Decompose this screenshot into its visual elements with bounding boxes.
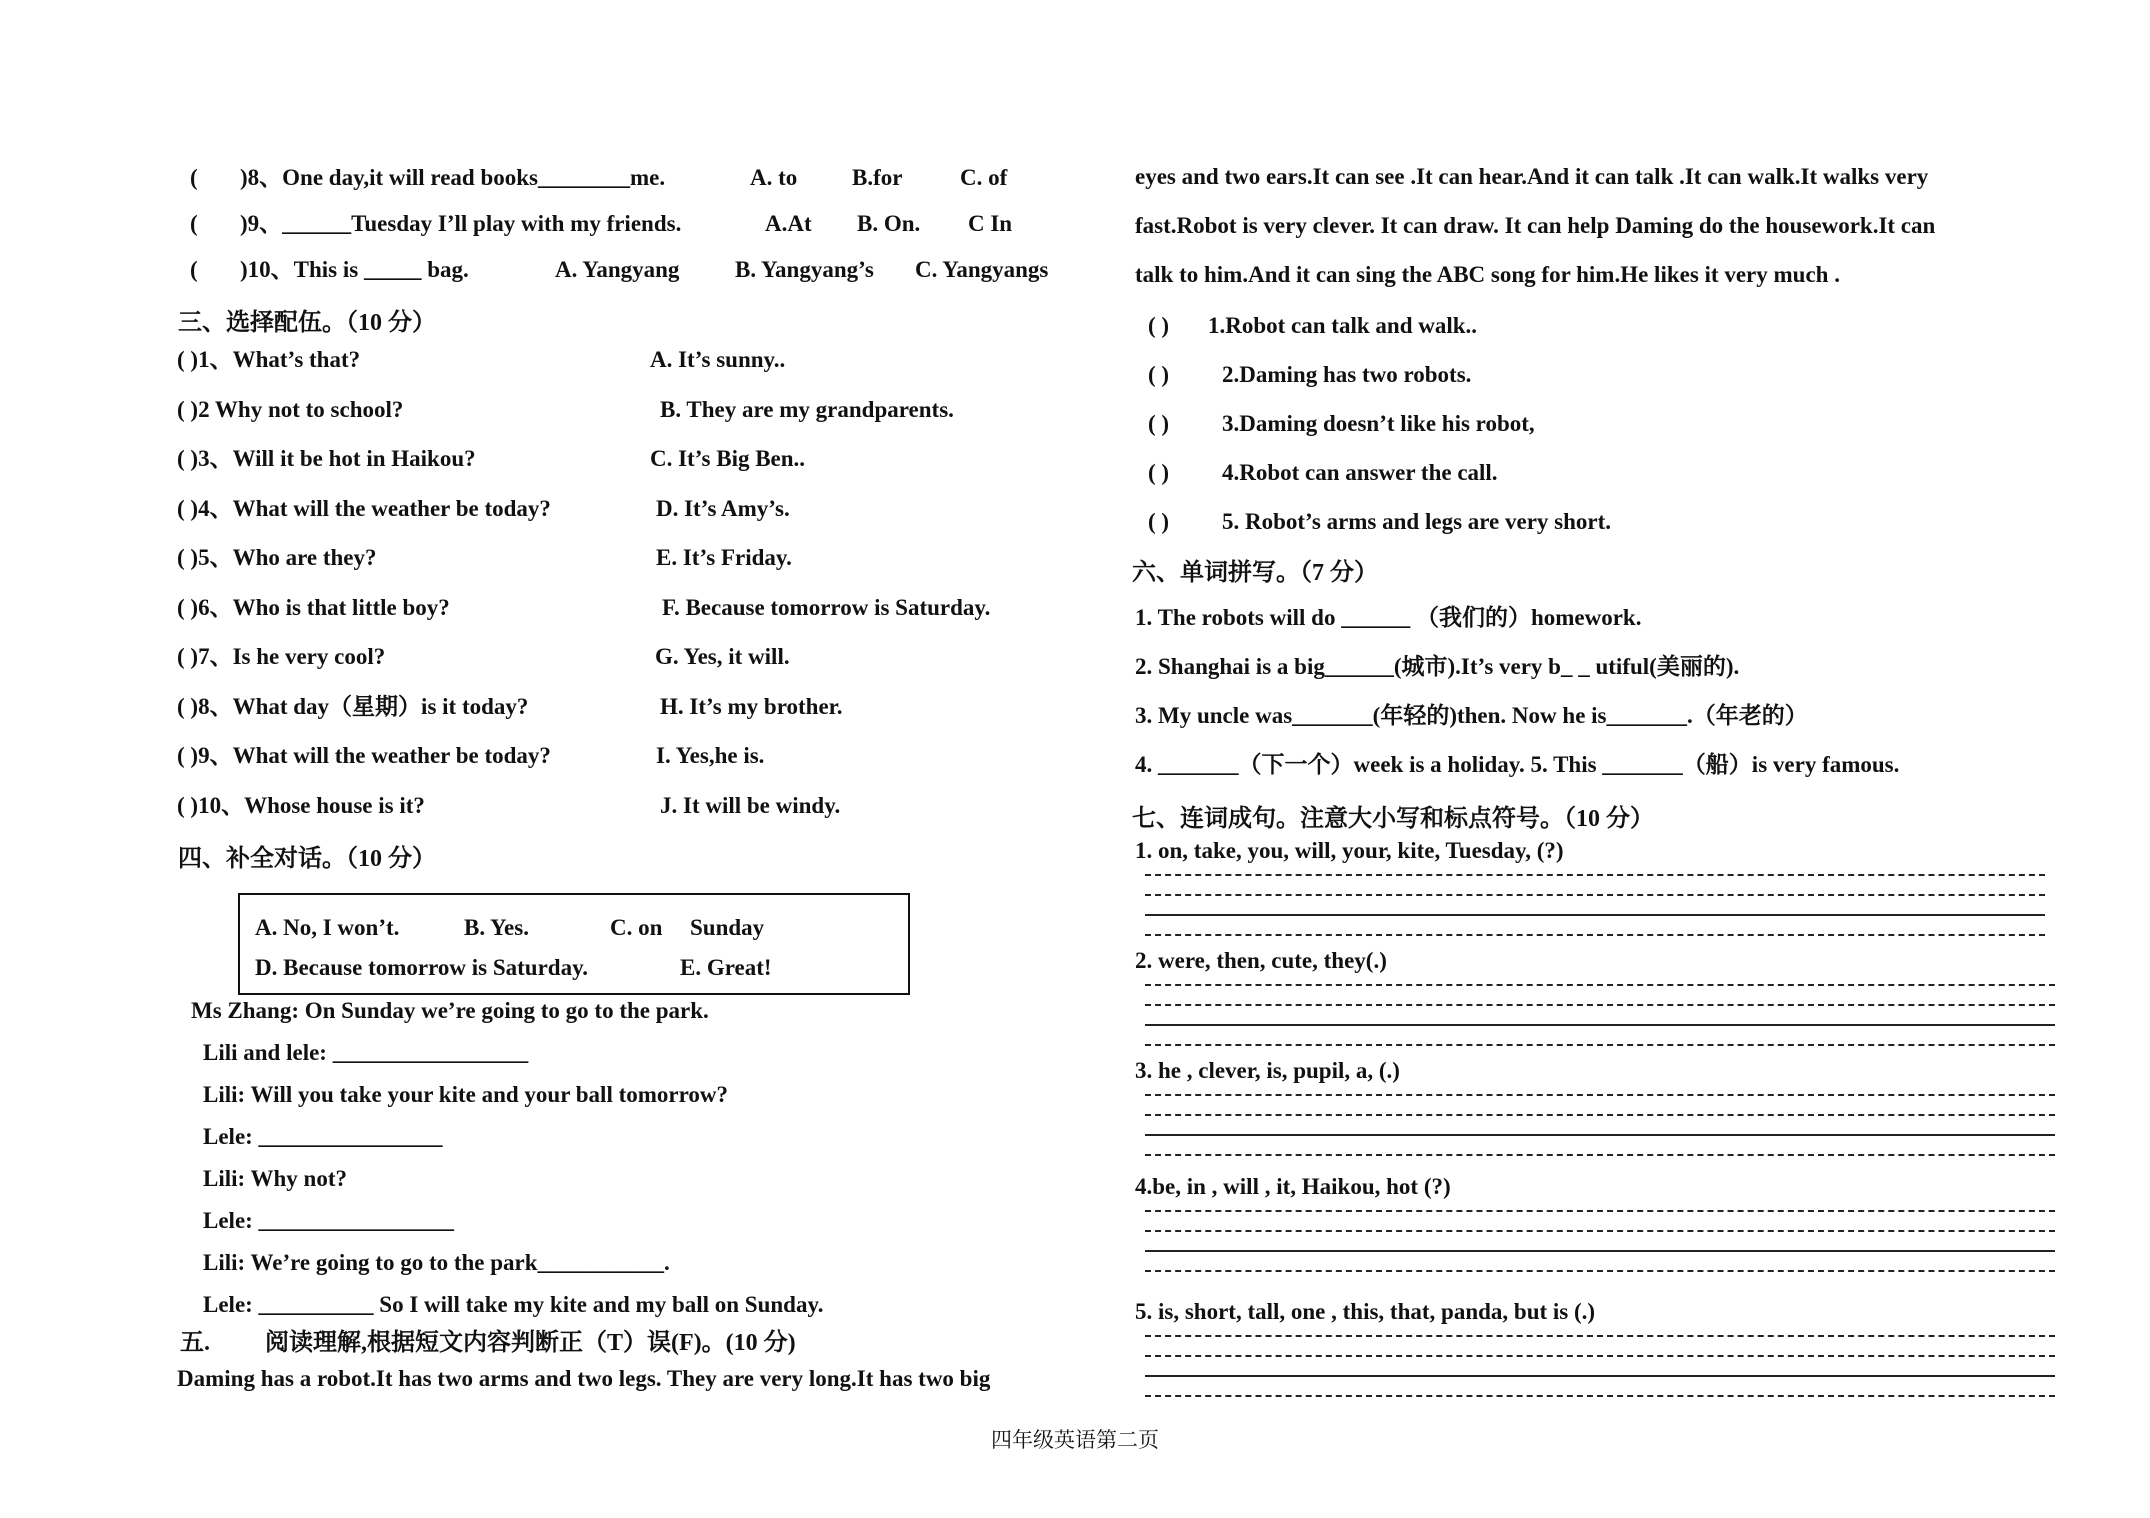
answer-line[interactable] — [1145, 1134, 2055, 1136]
section-5-number: 五. — [180, 1330, 210, 1356]
match-answer: E. It’s Friday. — [656, 545, 792, 570]
words-row: 1. on, take, you, will, your, kite, Tuesday, (?) — [1135, 838, 1564, 863]
passage-line: eyes and two ears.It can see .It can hear.And it can talk .It can walk.It walks very — [1135, 164, 1929, 189]
answer-line[interactable] — [1145, 1154, 2055, 1156]
match-answer: B. They are my grandparents. — [660, 396, 954, 422]
answer-line[interactable] — [1145, 1114, 2055, 1116]
answer-line[interactable] — [1145, 1004, 2055, 1006]
match-question: ( )4、What will the weather be today? — [177, 495, 551, 521]
dialog-line: Lili: We’re going to go to the park___________. — [203, 1250, 670, 1275]
answer-line[interactable] — [1145, 934, 2045, 936]
mc-option-b: B. On. — [857, 211, 921, 236]
answer-line[interactable] — [1145, 1210, 2055, 1212]
words-row: 2. were, then, cute, they(.) — [1135, 948, 1387, 973]
page-footer: 四年级英语第二页 — [991, 1428, 1159, 1452]
match-answer: C. It’s Big Ben.. — [650, 446, 806, 471]
options-box — [238, 893, 910, 995]
tf-statement: 1.Robot can talk and walk.. — [1208, 313, 1478, 338]
box-option-a: A. No, I won’t. — [255, 915, 400, 940]
answer-line[interactable] — [1145, 1230, 2055, 1232]
mc-question: )9、______Tuesday I’ll play with my friends. — [240, 211, 682, 236]
answer-line[interactable] — [1145, 1270, 2055, 1272]
answer-line[interactable] — [1145, 1355, 2055, 1357]
answer-line[interactable] — [1145, 894, 2045, 896]
answer-lines — [1145, 874, 2045, 954]
mc-option-c: C. of — [960, 165, 1008, 190]
tf-paren: ( ) — [1148, 411, 1170, 436]
box-option-e: E. Great! — [680, 955, 772, 980]
spell-row: 1. The robots will do ______ （我们的）homework. — [1135, 605, 1642, 630]
tf-paren: ( ) — [1148, 362, 1170, 387]
dialog-line: Lili: Will you take your kite and your ball tomorrow? — [203, 1082, 729, 1107]
match-question: ( )6、Who is that little boy? — [177, 594, 450, 620]
answer-line[interactable] — [1145, 1375, 2055, 1377]
mc-option-a: A. Yangyang — [555, 257, 680, 282]
tf-statement: 2.Daming has two robots. — [1222, 362, 1472, 387]
match-question: ( )5、Who are they? — [177, 545, 377, 570]
match-answer: A. It’s sunny.. — [650, 347, 786, 372]
match-question: ( )1、What’s that? — [177, 347, 361, 372]
answer-lines — [1145, 1210, 2055, 1290]
match-question: ( )3、Will it be hot in Haikou? — [177, 446, 476, 471]
match-question: ( )8、What day（星期）is it today? — [177, 693, 529, 719]
answer-line[interactable] — [1145, 1044, 2055, 1046]
spell-row: 4. _______（下一个）week is a holiday. 5. This _______（船）is very famous. — [1135, 752, 1900, 777]
mc-paren: ( — [190, 211, 198, 236]
passage-line: talk to him.And it can sing the ABC song for him.He likes it very much . — [1135, 262, 1840, 287]
answer-line[interactable] — [1145, 1250, 2055, 1252]
answer-lines — [1145, 1094, 2055, 1174]
match-answer: H. It’s my brother. — [660, 693, 843, 719]
match-answer: D. It’s Amy’s. — [656, 495, 790, 521]
box-option-d: D. Because tomorrow is Saturday. — [255, 955, 589, 980]
passage-line: fast.Robot is very clever. It can draw. It can help Daming do the housework.It can — [1135, 213, 1936, 238]
section-4-title: 四、补全对话。（10 分） — [178, 846, 436, 872]
spell-row: 2. Shanghai is a big______(城市).It’s very b_ _ utiful(美丽的). — [1135, 654, 1740, 679]
answer-line[interactable] — [1145, 874, 2045, 876]
spell-row: 3. My uncle was_______(年轻的)then. Now he is_______.（年老的） — [1135, 703, 1808, 728]
match-question: ( )10、Whose house is it? — [177, 792, 425, 818]
match-answer: F. Because tomorrow is Saturday. — [662, 594, 991, 620]
answer-line[interactable] — [1145, 1335, 2055, 1337]
box-option-b: B. Yes. — [464, 915, 529, 940]
match-answer: G. Yes, it will. — [655, 644, 790, 669]
dialog-line: Lele: __________ So I will take my kite and my ball on Sunday. — [203, 1292, 824, 1317]
box-option-c-word: Sunday — [690, 915, 765, 940]
dialog-line: Ms Zhang: On Sunday we’re going to go to the park. — [191, 998, 709, 1023]
dialog-line: Lili and lele: _________________ — [203, 1040, 529, 1065]
mc-option-a: A.At — [765, 211, 812, 236]
tf-paren: ( ) — [1148, 460, 1170, 485]
section-7-title: 七、连词成句。注意大小写和标点符号。（10 分） — [1132, 806, 1654, 832]
mc-question: )8、One day,it will read books________me. — [240, 165, 666, 190]
mc-option-a: A. to — [750, 165, 798, 190]
answer-line[interactable] — [1145, 984, 2055, 986]
match-question: ( )7、Is he very cool? — [177, 644, 386, 669]
section-5-title: 阅读理解,根据短文内容判断正（T）误(F)。(10 分) — [265, 1330, 796, 1356]
mc-option-b: B.for — [852, 165, 903, 190]
tf-statement: 3.Daming doesn’t like his robot, — [1222, 411, 1535, 436]
dialog-line: Lele: _________________ — [203, 1208, 455, 1233]
dialog-line: Lele: ________________ — [203, 1124, 443, 1149]
mc-option-b: B. Yangyang’s — [735, 257, 874, 282]
mc-paren: ( — [190, 165, 198, 190]
words-row: 4.be, in , will , it, Haikou, hot (?) — [1135, 1174, 1451, 1199]
section-6-title: 六、单词拼写。（7 分） — [1132, 560, 1378, 586]
dialog-line: Lili: Why not? — [203, 1166, 347, 1191]
mc-question: )10、This is _____ bag. — [240, 257, 469, 282]
answer-line[interactable] — [1145, 914, 2045, 916]
words-row: 5. is, short, tall, one , this, that, panda, but is (.) — [1135, 1299, 1596, 1324]
passage-start: Daming has a robot.It has two arms and two legs. They are very long.It has two big — [177, 1366, 991, 1391]
answer-line[interactable] — [1145, 1395, 2055, 1397]
match-answer: I. Yes,he is. — [656, 743, 765, 768]
section-3-title: 三、选择配伍。（10 分） — [178, 310, 436, 336]
mc-option-c: C. Yangyangs — [915, 257, 1049, 282]
answer-lines — [1145, 1335, 2055, 1415]
match-answer: J. It will be windy. — [660, 792, 841, 818]
tf-paren: ( ) — [1148, 313, 1170, 338]
words-row: 3. he , clever, is, pupil, a, (.) — [1135, 1058, 1400, 1083]
tf-statement: 5. Robot’s arms and legs are very short. — [1222, 509, 1612, 534]
tf-paren: ( ) — [1148, 509, 1170, 534]
tf-statement: 4.Robot can answer the call. — [1222, 460, 1498, 485]
box-option-c: C. on — [610, 915, 663, 940]
answer-lines — [1145, 984, 2055, 1064]
match-question: ( )9、What will the weather be today? — [177, 743, 551, 768]
match-question: ( )2 Why not to school? — [177, 396, 404, 422]
answer-line[interactable] — [1145, 1094, 2055, 1096]
mc-option-c: C In — [968, 211, 1013, 236]
mc-paren: ( — [190, 257, 198, 282]
answer-line[interactable] — [1145, 1024, 2055, 1026]
